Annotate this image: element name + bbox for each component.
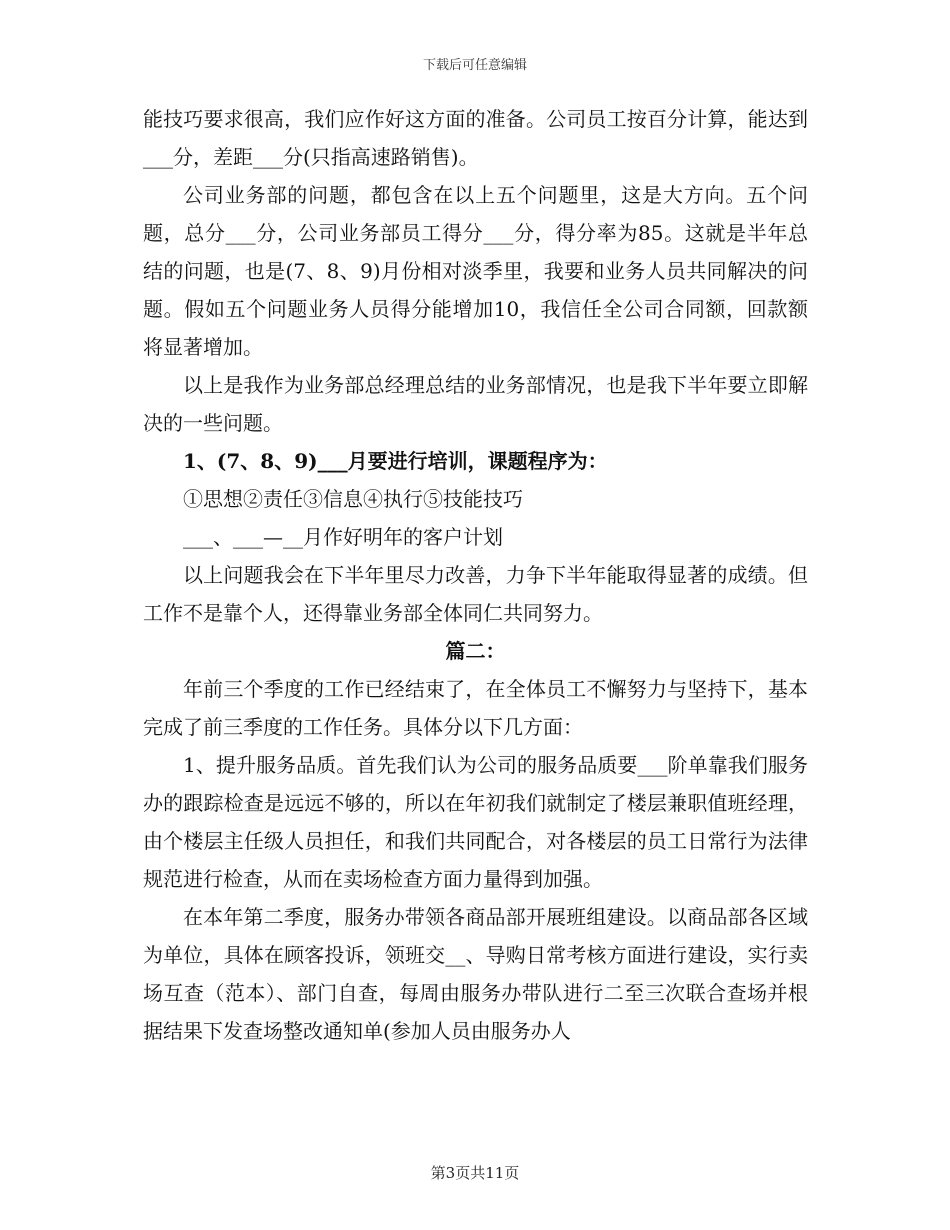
page-number: 第3页共11页 bbox=[430, 1164, 520, 1182]
paragraph-department-issues: 公司业务部的问题，都包含在以上五个问题里，这是大方向。五个问题，总分___分，公司业务部员工得分___分，得分率为85。这就是半年总结的问题，也是(7、8、9)月份相对淡季里，我要和业务人员共同解决的问题。假如五个问题业务人员得分能增加10，我信任全公司合同额，回款额将显著增加。 bbox=[143, 183, 808, 359]
customer-plan-line: ___、___—__月作好明年的客户计划 bbox=[183, 525, 503, 549]
paragraph-manager-summary: 以上是我作为业务部总经理总结的业务部情况，也是我下半年要立即解决的一些问题。 bbox=[143, 373, 808, 435]
training-topics: ①思想②责任③信息④执行⑤技能技巧 bbox=[183, 487, 523, 511]
paragraph-quarter-intro: 年前三个季度的工作已经结束了，在全体员工不懈努力与坚持下，基本完成了前三季度的工作任务。具体分以下几方面： bbox=[143, 677, 808, 739]
page-header: 下载后可任意编辑 bbox=[422, 58, 527, 73]
paragraph-team-building: 在本年第二季度，服务办带领各商品部开展班组建设。以商品部各区域为单位，具体在顾客投诉，领班交__、导购日常考核方面进行建设，实行卖场互查（范本）、部门自查，每周由服务办带队进行二至三次联合查场并根据结果下发查场整改通知单(参加人员由服务办人 bbox=[143, 905, 808, 1043]
paragraph-continuation: 能技巧要求很高，我们应作好这方面的准备。公司员工按百分计算，能达到___分，差距___分(只指高速路销售)。 bbox=[143, 107, 808, 169]
paragraph-service-quality: 1、提升服务品质。首先我们认为公司的服务品质要___阶单靠我们服务办的跟踪检查是远远不够的，所以在年初我们就制定了楼层兼职值班经理，由个楼层主任级人员担任，和我们共同配合，对各楼层的员工日常行为法律规范进行检查，从而在卖场检查方面力量得到加强。 bbox=[143, 753, 808, 891]
training-heading: 1、(7、8、9)___月要进行培训，课题程序为： bbox=[183, 449, 608, 473]
section-heading: 篇二： bbox=[445, 639, 506, 663]
document-body bbox=[143, 100, 808, 1050]
paragraph-improvement: 以上问题我会在下半年里尽力改善，力争下半年能取得显著的成绩。但工作不是靠个人，还得靠业务部全体同仁共同努力。 bbox=[143, 563, 808, 625]
